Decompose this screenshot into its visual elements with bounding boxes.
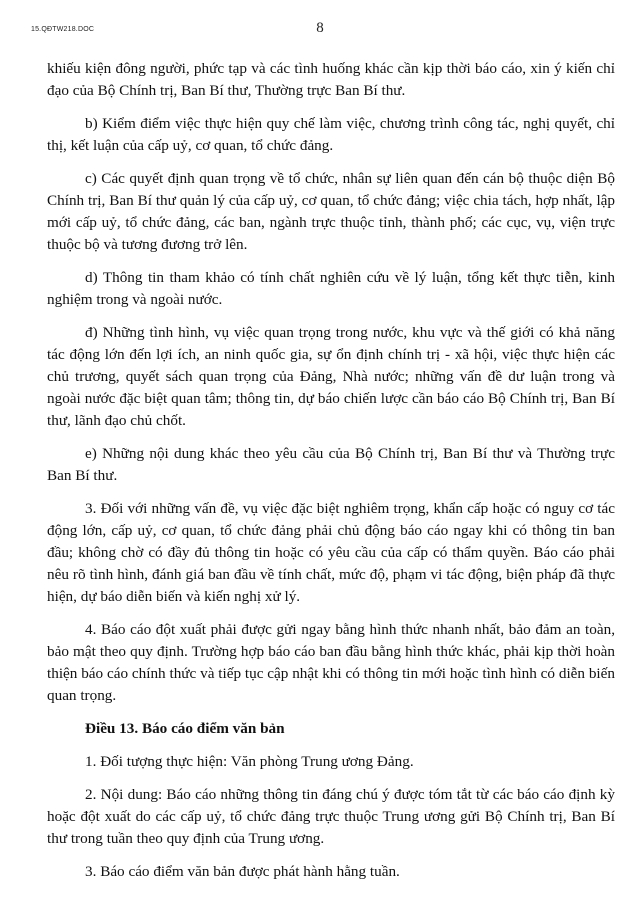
paragraph-article13-clause-3: 3. Báo cáo điểm văn bản được phát hành hằng tuần. xyxy=(85,863,400,880)
paragraph-clause-3: 3. Đối với những vấn đề, vụ việc đặc biệt nghiêm trọng, khẩn cấp hoặc có nguy cơ tác động lớn, cấp uỷ, cơ quan, tổ chức đảng phải chủ động báo cáo ngay khi có thông tin ban đầu; không chờ có đầy đủ thông tin hoặc có yêu cầu của cấp có thẩm quyền. Báo cáo phải nêu rõ tình hình, đánh giá ban đầu về tính chất, mức độ, phạm vi tác động, biện pháp đã thực hiện, dự báo diễn biến và kiến nghị xử lý. xyxy=(47,500,615,605)
document-code: 15.QĐTW218.DOC xyxy=(31,26,95,33)
paragraph-clause-4: 4. Báo cáo đột xuất phải được gửi ngay bằng hình thức nhanh nhất, bảo đảm an toàn, bảo mật theo quy định. Trường hợp báo cáo ban đầu bằng hình thức khác, phải kịp thời hoàn thiện báo cáo chính thức và tiếp tục cập nhật khi có thông tin mới hoặc tình hình có diễn biến quan trọng. xyxy=(47,621,615,704)
paragraph-item-c: c) Các quyết định quan trọng về tổ chức, nhân sự liên quan đến cán bộ thuộc diện Bộ Chính trị, Ban Bí thư quản lý của cấp uỷ, cơ quan, tổ chức đảng; việc chia tách, hợp nhất, lập mới cấp uỷ, tổ chức đảng, các ban, ngành trực thuộc tỉnh, thành phố; các cục, vụ, viện trực thuộc bộ và tương đương trở lên. xyxy=(47,170,615,253)
paragraph-continuation: khiếu kiện đông người, phức tạp và các tình huống khác cần kịp thời báo cáo, xin ý kiến chỉ đạo của Bộ Chính trị, Ban Bí thư, Thường trực Ban Bí thư. xyxy=(47,60,615,99)
paragraph-item-d: d) Thông tin tham khảo có tính chất nghiên cứu về lý luận, tổng kết thực tiễn, kinh nghiệm trong và ngoài nước. xyxy=(47,269,615,308)
paragraph-item-dd: đ) Những tình hình, vụ việc quan trọng trong nước, khu vực và thế giới có khả năng tác động lớn đến lợi ích, an ninh quốc gia, sự ổn định chính trị - xã hội, việc thực hiện các chủ trương, quyết sách quan trọng của Đảng, Nhà nước; những vấn đề dư luận trong và ngoài nước đặc biệt quan tâm; thông tin, dự báo chiến lược cần báo cáo Bộ Chính trị, Ban Bí thư, lãnh đạo chủ chốt. xyxy=(47,324,615,429)
paragraph-article13-clause-1: 1. Đối tượng thực hiện: Văn phòng Trung ương Đảng. xyxy=(85,753,414,770)
document-body xyxy=(47,58,615,894)
article-heading: Điều 13. Báo cáo điểm văn bản xyxy=(85,720,285,737)
paragraph-article13-clause-2: 2. Nội dung: Báo cáo những thông tin đáng chú ý được tóm tắt từ các báo cáo định kỳ hoặc đột xuất do các cấp uỷ, tổ chức đảng trực thuộc Trung ương gửi Bộ Chính trị, Ban Bí thư trong tuần theo quy định của Trung ương. xyxy=(47,786,615,847)
page-number: 8 xyxy=(316,20,324,36)
paragraph-item-e: e) Những nội dung khác theo yêu cầu của Bộ Chính trị, Ban Bí thư và Thường trực Ban Bí thư. xyxy=(47,445,615,484)
paragraph-item-b: b) Kiểm điểm việc thực hiện quy chế làm việc, chương trình công tác, nghị quyết, chỉ thị, kết luận của cấp uỷ, cơ quan, tổ chức đảng. xyxy=(47,115,615,154)
